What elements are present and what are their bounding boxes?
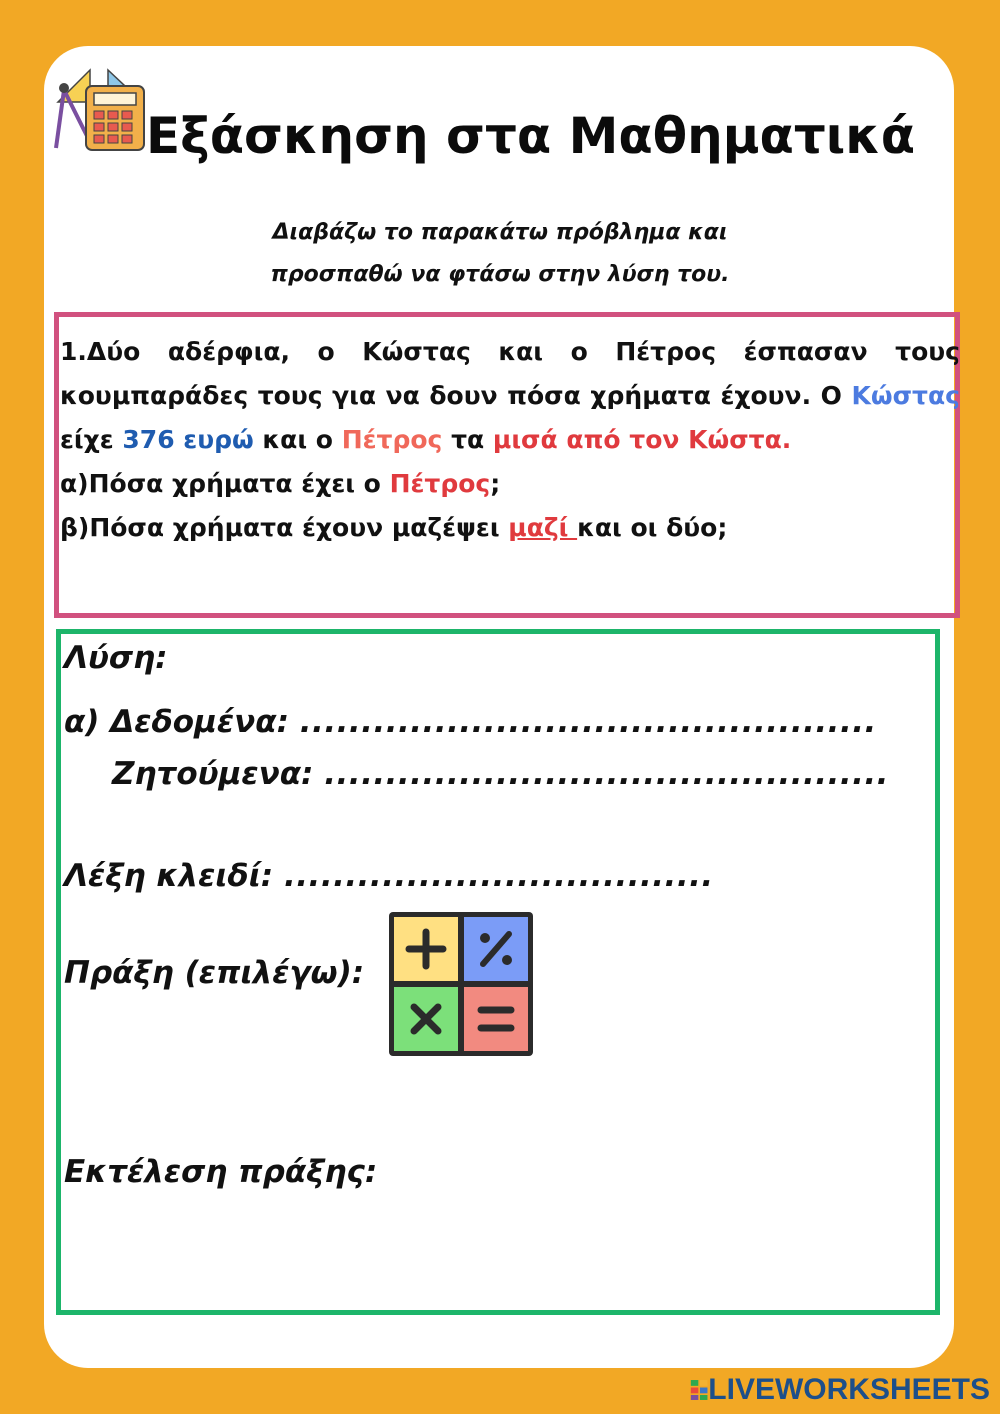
problem-text-part: τα [442,425,493,454]
problem-text-part: είχε [60,425,123,454]
question-a-name: Πέτρος [389,469,491,498]
question-a-text: α)Πόσα χρήματα έχει ο [60,469,390,498]
given-answer-blank[interactable]: ............................................... [299,704,877,740]
question-b-text: β)Πόσα χρήματα έχουν μαζέψει [60,513,509,542]
problem-text-part: και ο [253,425,342,454]
question-b-end: και οι δύο; [577,513,728,542]
problem-text-part: 1.Δύο αδέρφια, ο Κώστας και ο Πέτρος έσπασαν τους κουμπαράδες τους για να δουν πόσα χρήματα έχουν. Ο [60,337,960,410]
problem-statement [60,330,960,550]
brand-name: LIVEWORKSHEETS [708,1373,990,1406]
instructions [180,212,820,296]
wanted-answer-blank[interactable]: .............................................. [324,756,889,792]
page-title: Εξάσκηση στα Μαθηματικά [146,107,916,165]
calculator-compass-ruler-icon [50,62,150,162]
keyword-label: Λέξη κλειδί: [64,858,274,894]
given-label: α) Δεδομένα: [64,704,289,740]
equals-option[interactable] [464,987,528,1051]
plus-option[interactable] [394,917,458,981]
execution-label: Εκτέλεση πράξης: [64,1154,378,1190]
wanted-row [112,756,889,792]
wanted-label: Ζητούμενα: [112,756,314,792]
multiply-option[interactable] [394,987,458,1051]
liveworksheets-logo [690,1372,990,1408]
instructions-line-1: Διαβάζω το παρακάτω πρόβλημα και [272,220,728,245]
given-row [64,704,877,740]
keyword-answer-blank[interactable]: ................................... [283,858,714,894]
name-petros: Πέτρος [341,425,443,454]
operations-picker [387,910,535,1058]
solution-heading: Λύση: [64,640,168,676]
name-kostas: Κώστας [851,381,960,410]
question-a [60,462,960,506]
question-b-keyword: μαζί [508,513,578,542]
question-a-end: ; [490,469,501,498]
amount-highlight: 376 ευρώ [122,425,254,454]
half-highlight: μισά από τον Κώστα. [492,425,792,454]
question-b [60,506,960,550]
keyword-row [64,858,714,894]
liveworksheets-icon [690,1377,708,1403]
divide-option[interactable] [464,917,528,981]
instructions-line-2: προσπαθώ να φτάσω στην λύση του. [270,262,730,287]
operation-label: Πράξη (επιλέγω): [64,955,365,991]
